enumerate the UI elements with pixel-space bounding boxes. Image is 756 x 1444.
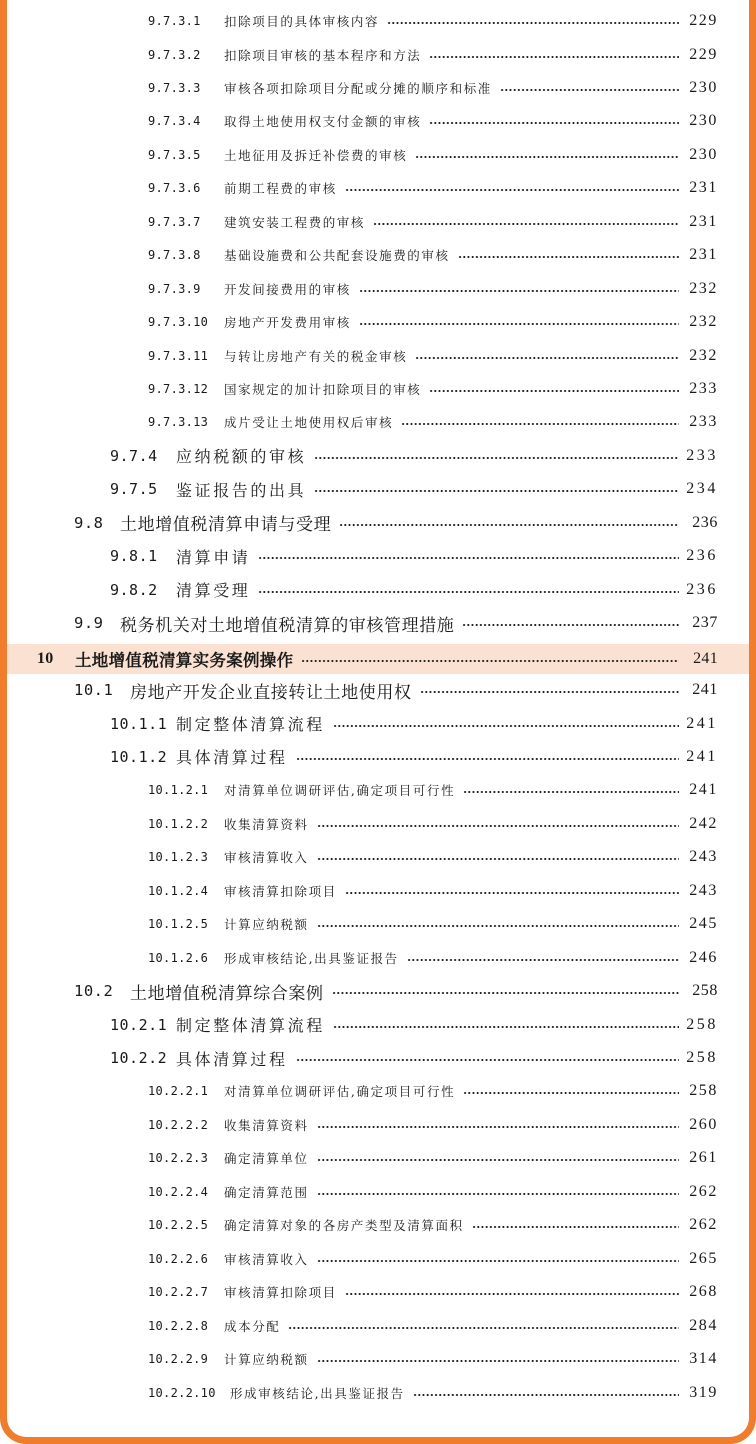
toc-entry-number: 9.7.3.1 [148, 14, 201, 28]
toc-entry-title: 清算申请 [176, 547, 251, 567]
toc-entry-title: 收集清算资料 [224, 1117, 309, 1133]
toc-entry-title: 计算应纳税额 [224, 917, 309, 933]
toc-entry-number: 10.2.2.6 [148, 1251, 209, 1266]
toc-entry-title: 清算受理 [176, 581, 251, 601]
toc-entry-number: 9.7.3.6 [148, 181, 201, 196]
dot-leader [314, 457, 679, 459]
toc-entry[interactable] [148, 909, 718, 939]
toc-entry-title: 土地增值税清算综合案例 [130, 983, 324, 1004]
toc-entry-number: 9.8.1 [110, 547, 158, 566]
toc-entry[interactable] [148, 240, 718, 270]
toc-entry-page-number: 258 [692, 982, 718, 1000]
toc-entry[interactable] [148, 1244, 718, 1274]
toc-entry[interactable] [148, 307, 718, 337]
dot-leader [317, 1126, 679, 1128]
toc-entry[interactable] [148, 374, 718, 404]
dot-leader [429, 56, 679, 58]
toc-entry[interactable] [148, 140, 718, 170]
toc-entry[interactable] [148, 6, 718, 36]
toc-entry-page-number: 237 [692, 614, 718, 632]
toc-entry[interactable] [148, 1143, 718, 1173]
toc-entry-page-number: 268 [689, 1283, 718, 1301]
toc-entry-number: 9.7.3.5 [148, 147, 201, 162]
toc-entry-number: 10.2.2.5 [148, 1218, 209, 1233]
toc-entry-title: 形成审核结论,出具鉴证报告 [224, 950, 399, 966]
dot-leader [288, 1327, 679, 1329]
toc-entry-page-number: 233 [689, 413, 718, 431]
toc-entry[interactable] [110, 1043, 718, 1073]
toc-entry-number: 10.2.2.10 [148, 1385, 216, 1400]
toc-entry-title: 房地产开发费用审核 [224, 315, 351, 331]
toc-entry-title: 房地产开发企业直接转让土地使用权 [130, 682, 412, 703]
toc-entry-page-number: 229 [689, 12, 718, 29]
toc-entry-title: 审核清算收入 [224, 1251, 309, 1267]
toc-chapter-row[interactable] [7, 644, 749, 674]
dot-leader [429, 122, 679, 124]
toc-entry-title: 确定清算单位 [224, 1151, 309, 1167]
toc-entry-number: 10.2.2.1 [148, 1084, 209, 1099]
toc-entry-page-number: 230 [689, 145, 718, 163]
toc-entry-number: 9.7.5 [110, 480, 158, 499]
dot-leader [420, 691, 679, 693]
dot-leader [333, 725, 679, 727]
toc-entry[interactable] [148, 775, 718, 805]
toc-entry[interactable] [148, 809, 718, 839]
toc-entry-page-number: 245 [689, 915, 718, 933]
toc-entry-number: 10.2 [74, 982, 114, 1001]
toc-entry-number: 10.2.2.3 [148, 1151, 209, 1166]
dot-leader [258, 591, 679, 593]
dot-leader [314, 490, 679, 492]
toc-entry-page-number: 262 [689, 1216, 718, 1234]
dot-leader [333, 1026, 679, 1028]
dot-leader [296, 758, 679, 760]
dot-leader [317, 825, 679, 827]
toc-entry-title: 国家规定的加计扣除项目的审核 [224, 382, 422, 397]
toc-entry-page-number: 232 [689, 346, 718, 364]
toc-entry-title: 计算应纳税额 [224, 1352, 309, 1367]
dot-leader [296, 1059, 679, 1061]
toc-entry-number: 10.1 [74, 681, 114, 699]
toc-entry[interactable] [110, 474, 718, 504]
toc-entry-number: 10.1.1 [110, 714, 168, 733]
toc-entry-page-number: 314 [689, 1350, 718, 1367]
toc-entry-title: 成片受让土地使用权后审核 [224, 415, 394, 431]
toc-entry-title: 制定整体清算流程 [176, 1016, 325, 1035]
dot-leader [429, 390, 679, 392]
dot-leader [463, 791, 679, 793]
toc-entry-page-number: 241 [693, 649, 718, 667]
toc-entry[interactable] [148, 407, 718, 437]
toc-entry[interactable] [110, 742, 718, 772]
dot-leader [345, 1293, 679, 1295]
toc-entry[interactable] [148, 1378, 718, 1408]
toc-entry-page-number: 265 [689, 1249, 718, 1267]
toc-entry-number: 10.2.1 [110, 1015, 168, 1034]
dot-leader [359, 290, 679, 292]
toc-entry-page-number: 262 [689, 1182, 718, 1200]
toc-entry[interactable] [148, 40, 718, 70]
toc-entry[interactable] [148, 1210, 718, 1240]
toc-entry-title: 具体清算过程 [176, 1049, 288, 1069]
dot-leader [332, 992, 679, 994]
toc-entry-page-number: 243 [689, 881, 718, 899]
toc-entry-page-number: 241 [686, 747, 718, 765]
toc-entry[interactable] [110, 1010, 718, 1040]
toc-entry[interactable] [148, 73, 718, 103]
toc-entry-page-number: 230 [689, 78, 718, 96]
toc-entry[interactable] [148, 274, 718, 304]
dot-leader [339, 524, 679, 526]
toc-entry-page-number: 258 [689, 1082, 718, 1100]
toc-entry[interactable] [148, 842, 718, 872]
toc-entry[interactable] [110, 709, 718, 739]
toc-entry-number: 9.7.4 [110, 446, 158, 465]
toc-entry-number: 10.2.2.4 [148, 1184, 209, 1199]
toc-entry-title: 对清算单位调研评估,确定项目可行性 [224, 783, 456, 799]
toc-entry[interactable] [148, 341, 718, 371]
dot-leader [317, 858, 679, 860]
dot-leader [317, 1360, 679, 1362]
toc-entry-page-number: 236 [686, 580, 718, 598]
toc-entry[interactable] [74, 976, 718, 1006]
toc-entry-number: 9.7.3.2 [148, 47, 201, 62]
dot-leader [317, 925, 679, 927]
toc-entry-title: 确定清算对象的各房产类型及清算面积 [224, 1218, 464, 1234]
dot-leader [317, 1260, 679, 1262]
toc-entry-title: 前期工程费的审核 [224, 181, 337, 197]
toc-entry-page-number: 241 [689, 781, 718, 799]
toc-entry-number: 10.2.2 [110, 1049, 168, 1067]
toc-entry-page-number: 231 [689, 179, 718, 197]
dot-leader [345, 189, 679, 191]
dot-leader [387, 22, 679, 24]
toc-entry-title: 基础设施费和公共配套设施费的审核 [224, 248, 450, 264]
toc-entry-number: 10.1.2.3 [148, 850, 209, 865]
dot-leader [472, 1226, 679, 1228]
toc-entry-title: 扣除项目的具体审核内容 [224, 14, 380, 29]
toc-entry-title: 应纳税额的审核 [176, 447, 307, 467]
toc-entry-page-number: 233 [689, 380, 718, 397]
toc-entry[interactable] [110, 541, 718, 571]
toc-entry-number: 10.1.2.1 [148, 783, 209, 798]
toc-entry[interactable] [74, 508, 718, 538]
toc-entry-title: 审核清算扣除项目 [224, 1285, 337, 1301]
toc-entry-title: 制定整体清算流程 [176, 715, 325, 734]
toc-entry-title: 开发间接费用的审核 [224, 281, 351, 297]
toc-entry[interactable] [110, 441, 718, 471]
toc-entry[interactable] [148, 1277, 718, 1307]
dot-leader [317, 1193, 679, 1195]
toc-entry[interactable] [148, 1311, 718, 1341]
dot-leader [301, 660, 679, 662]
toc-entry-page-number: 246 [689, 948, 718, 966]
toc-entry-title: 对清算单位调研评估,确定项目可行性 [224, 1084, 456, 1100]
dot-leader [462, 624, 679, 626]
toc-entry-title: 审核清算扣除项目 [224, 883, 337, 899]
toc-entry-number: 10.1.2.4 [148, 883, 209, 898]
dot-leader [401, 423, 679, 425]
toc-entry-page-number: 232 [689, 279, 718, 297]
toc-entry-page-number: 284 [689, 1316, 718, 1334]
toc-entry-page-number: 258 [686, 1049, 718, 1066]
toc-entry-number: 10.1.2.6 [148, 950, 209, 965]
toc-entry-title: 建筑安装工程费的审核 [224, 214, 366, 230]
toc-entry-number: 9.7.3.11 [148, 348, 209, 363]
toc-entry-page-number: 241 [692, 681, 718, 698]
toc-entry-number: 10.1.2.2 [148, 816, 209, 831]
toc-entry[interactable] [148, 1076, 718, 1106]
toc-entry-number: 9.9 [74, 614, 104, 633]
toc-entry[interactable] [148, 1177, 718, 1207]
toc-entry-page-number: 241 [686, 714, 718, 732]
dot-leader [317, 1159, 679, 1161]
toc-entry-number: 9.7.3.9 [148, 281, 201, 296]
toc-entry-title: 成本分配 [224, 1318, 281, 1334]
toc-entry-number: 9.7.3.8 [148, 248, 201, 263]
toc-entry-page-number: 233 [686, 446, 718, 464]
toc-entry-number: 10.1.2 [110, 747, 168, 766]
toc-entry[interactable] [148, 1344, 718, 1374]
toc-entry-title: 土地征用及拆迁补偿费的审核 [224, 147, 408, 163]
toc-entry-number: 9.7.3.7 [148, 214, 201, 229]
toc-entry-number: 9.8.2 [110, 580, 158, 599]
dot-leader [413, 1394, 679, 1396]
dot-leader [359, 323, 679, 325]
toc-entry-page-number: 236 [686, 547, 718, 565]
toc-entry-number: 10 [37, 649, 54, 667]
toc-entry-number: 9.7.3.13 [148, 415, 209, 430]
toc-entry[interactable] [110, 575, 718, 605]
toc-entry[interactable] [74, 608, 718, 638]
toc-entry-page-number: 232 [689, 313, 718, 331]
toc-entry[interactable] [148, 106, 718, 136]
toc-entry-number: 9.7.3.12 [148, 382, 209, 396]
toc-entry-page-number: 243 [689, 848, 718, 866]
toc-entry-page-number: 236 [692, 513, 718, 531]
toc-entry[interactable] [148, 876, 718, 906]
dot-leader [373, 223, 679, 225]
toc-entry-number: 9.7.3.10 [148, 315, 209, 330]
toc-entry-title: 收集清算资料 [224, 816, 309, 832]
toc-entry-page-number: 319 [689, 1383, 718, 1401]
toc-entry-number: 10.2.2.8 [148, 1318, 209, 1333]
toc-entry-number: 9.8 [74, 513, 104, 532]
toc-entry[interactable] [148, 173, 718, 203]
toc-entry-number: 10.2.2.9 [148, 1352, 209, 1366]
toc-entry-page-number: 258 [686, 1015, 718, 1033]
toc-entry-title: 取得土地使用权支付金额的审核 [224, 114, 422, 130]
toc-entry-page-number: 231 [689, 212, 718, 230]
toc-entry-title: 鉴证报告的出具 [176, 480, 307, 500]
dot-leader [415, 357, 679, 359]
dot-leader [415, 156, 679, 158]
toc-entry[interactable] [148, 1110, 718, 1140]
dot-leader [258, 557, 679, 559]
toc-entry-title: 税务机关对土地增值税清算的审核管理措施 [120, 615, 455, 636]
toc-entry-title: 确定清算范围 [224, 1184, 309, 1200]
dot-leader [500, 89, 679, 91]
toc-entry-title: 审核各项扣除项目分配或分摊的顺序和标准 [224, 80, 492, 96]
toc-entry-title: 土地增值税清算申请与受理 [120, 515, 332, 536]
toc-entry-title: 扣除项目审核的基本程序和方法 [224, 47, 422, 63]
toc-entry[interactable] [148, 943, 718, 973]
toc-entry-page-number: 242 [689, 814, 718, 832]
toc-entry[interactable] [148, 207, 718, 237]
toc-entry-title: 形成审核结论,出具鉴证报告 [230, 1385, 405, 1401]
toc-entry-title: 与转让房地产有关的税金审核 [224, 348, 408, 364]
toc-entry-page-number: 234 [686, 480, 718, 498]
dot-leader [458, 256, 679, 258]
toc-entry-number: 9.7.3.3 [148, 80, 201, 95]
dot-leader [345, 892, 679, 894]
toc-entry-page-number: 230 [689, 112, 718, 130]
toc-entry[interactable] [74, 675, 718, 705]
dot-leader [463, 1092, 679, 1094]
toc-entry-number: 10.1.2.5 [148, 917, 209, 932]
toc-entry-page-number: 260 [689, 1115, 718, 1133]
toc-entry-page-number: 261 [689, 1149, 718, 1167]
toc-entry-number: 10.2.2.2 [148, 1117, 209, 1132]
toc-entry-page-number: 229 [689, 45, 718, 63]
toc-entry-title: 审核清算收入 [224, 850, 309, 866]
toc-entry-page-number: 231 [689, 246, 718, 264]
toc-entry-number: 9.7.3.4 [148, 114, 201, 129]
dot-leader [407, 959, 679, 961]
toc-entry-number: 10.2.2.7 [148, 1285, 209, 1300]
toc-entry-title: 具体清算过程 [176, 748, 288, 768]
toc-entry-title: 土地增值税清算实务案例操作 [75, 650, 294, 670]
